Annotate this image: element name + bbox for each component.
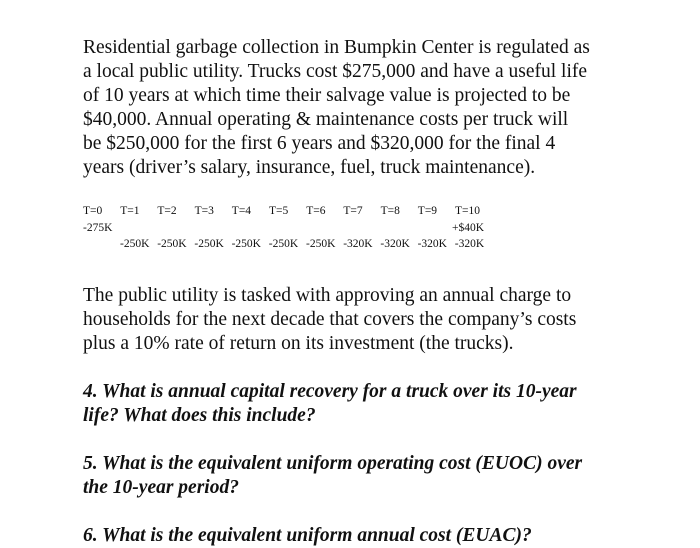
text-line: households for the next decade that covers the company’s costs <box>83 309 577 330</box>
text-line: Residential garbage collection in Bumpkin Center is regulated as <box>83 37 590 58</box>
period-label: T=4 <box>231 205 252 217</box>
operating-cost: -250K <box>120 238 150 250</box>
operating-cost: -250K <box>306 238 336 250</box>
period-label: T=9 <box>417 205 438 217</box>
period-label: T=8 <box>380 205 400 217</box>
operating-cost: -250K <box>194 238 224 250</box>
text-line: the 10-year period? <box>83 477 239 498</box>
period-label: T=0 <box>83 205 103 217</box>
period-label: T=2 <box>157 205 177 217</box>
text-line: The public utility is tasked with approving an annual charge to <box>83 285 572 306</box>
text-line: life? What does this include? <box>83 405 316 426</box>
question-6 <box>83 524 532 548</box>
operating-cost: -320K <box>380 238 410 250</box>
text-line: plus a 10% rate of return on its investment (the trucks). <box>83 333 514 354</box>
text-line: $40,000. Annual operating & maintenance costs per truck will <box>83 109 569 130</box>
text-line: a local public utility. Trucks cost $275,000 and have a useful life <box>83 61 588 82</box>
period-label: T=6 <box>306 205 326 217</box>
operating-cost: -320K <box>417 238 447 250</box>
period-label: T=7 <box>343 205 363 217</box>
text-line: be $250,000 for the first 6 years and $320,000 for the final 4 <box>83 133 556 154</box>
text-line: 4. What is annual capital recovery for a truck over its 10-year <box>83 381 577 402</box>
period-label: T=5 <box>269 205 289 217</box>
question-4 <box>83 380 577 428</box>
period-label: T=10 <box>455 205 481 217</box>
initial-cost: -275K <box>83 221 113 234</box>
problem-context <box>83 284 576 356</box>
salvage-value: +$40K <box>452 221 485 234</box>
period-label: T=3 <box>194 205 214 217</box>
question-5 <box>83 452 582 500</box>
text-line: years (driver’s salary, insurance, fuel, truck maintenance). <box>83 157 536 178</box>
text-line: of 10 years at which time their salvage value is projected to be <box>83 85 571 106</box>
operating-cost: -250K <box>157 238 187 250</box>
operating-cost: -250K <box>231 238 261 250</box>
period-label: T=1 <box>120 205 140 217</box>
problem-intro <box>83 36 590 180</box>
operating-cost: -320K <box>343 238 373 250</box>
text-line: 6. What is the equivalent uniform annual cost (EUAC)? <box>83 525 532 546</box>
text-line: 5. What is the equivalent uniform operating cost (EUOC) over <box>83 453 583 474</box>
operating-cost: -250K <box>268 238 299 250</box>
operating-cost: -320K <box>454 238 485 250</box>
